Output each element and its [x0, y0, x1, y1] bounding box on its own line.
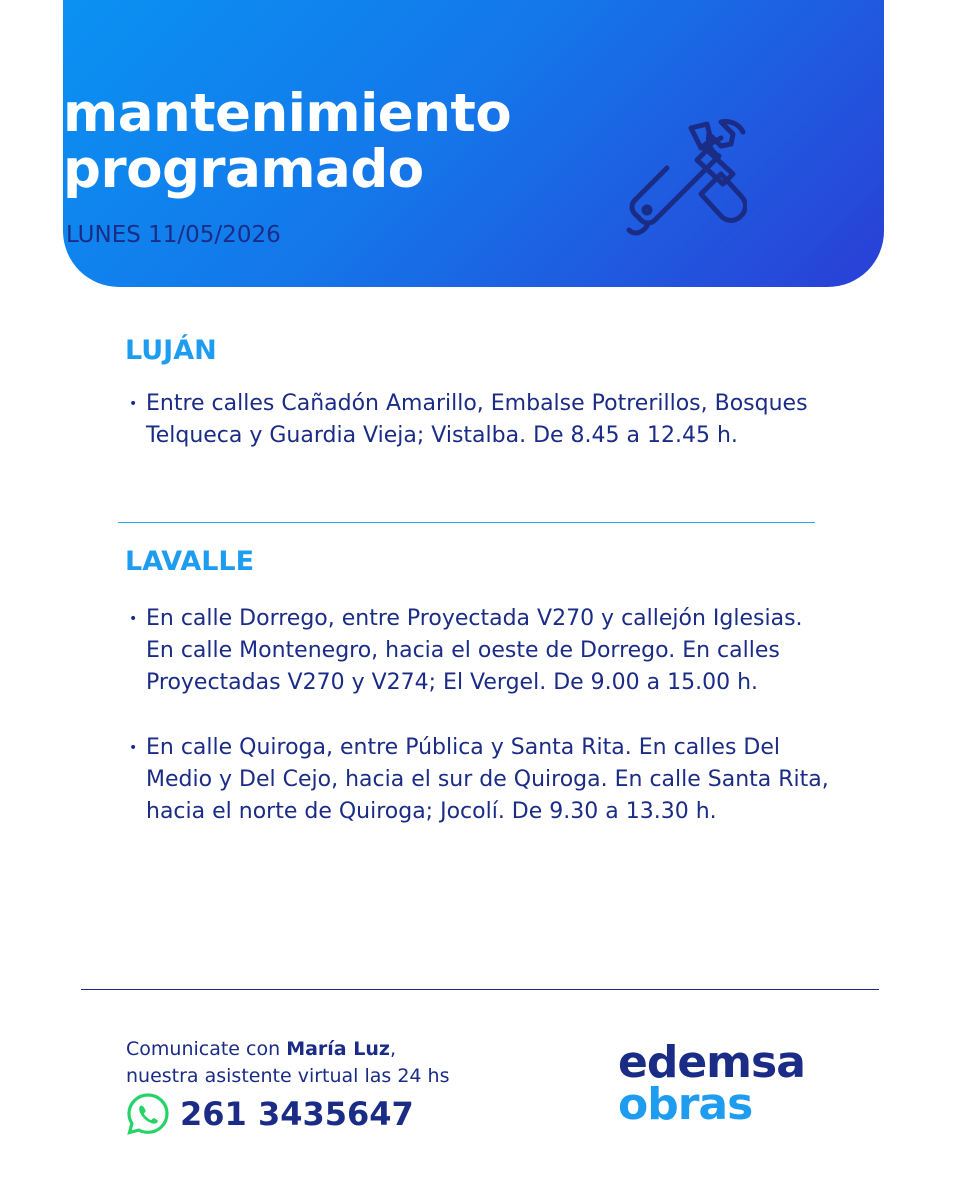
maintenance-date: LUNES 11/05/2026 [66, 222, 281, 248]
title-line-1: mantenimiento [63, 83, 512, 144]
logo-line-1: edemsa [618, 1037, 805, 1088]
contact-info [126, 1036, 450, 1090]
title-line-2: programado [63, 139, 424, 200]
list-item [129, 732, 829, 828]
logo-line-2: obras [618, 1079, 753, 1130]
item-text: En calle Dorrego, entre Proyectada V270 y callejón Iglesias. En calle Montenegro, hacia el oeste de Dorrego. En calles Proyectadas V270 y V274; El Vergel. De 9.00 a 15.00 h. [146, 606, 803, 695]
contact-prefix: Comunicate con [126, 1038, 287, 1060]
edemsa-obras-logo [618, 1037, 805, 1130]
contact-line-2: nuestra asistente virtual las 24 hs [126, 1065, 450, 1087]
item-text: Entre calles Cañadón Amarillo, Embalse Potrerillos, Bosques Telqueca y Guardia Vieja; Vistalba. De 8.45 a 12.45 h. [146, 391, 808, 448]
assistant-name: María Luz [286, 1038, 390, 1060]
page-title [63, 83, 512, 200]
whatsapp-icon [126, 1092, 170, 1136]
list-item [129, 388, 829, 452]
footer-divider [81, 989, 879, 990]
bullet: • [129, 740, 138, 756]
item-text: En calle Quiroga, entre Pública y Santa Rita. En calles Del Medio y Del Cejo, hacia el sur de Quiroga. En calle Santa Rita, hacia el norte de Quiroga; Jocolí. De 9.30 a 13.30 h. [146, 735, 829, 824]
phone-number[interactable]: 261 3435647 [180, 1095, 414, 1133]
section-title-lujan: LUJÁN [125, 335, 217, 366]
bullet: • [129, 611, 138, 627]
tools-icon [617, 112, 747, 242]
section-divider [118, 522, 815, 523]
section-title-lavalle: LAVALLE [125, 546, 255, 577]
list-item [129, 603, 829, 699]
contact-suffix: , [389, 1038, 396, 1060]
bullet: • [129, 396, 138, 412]
